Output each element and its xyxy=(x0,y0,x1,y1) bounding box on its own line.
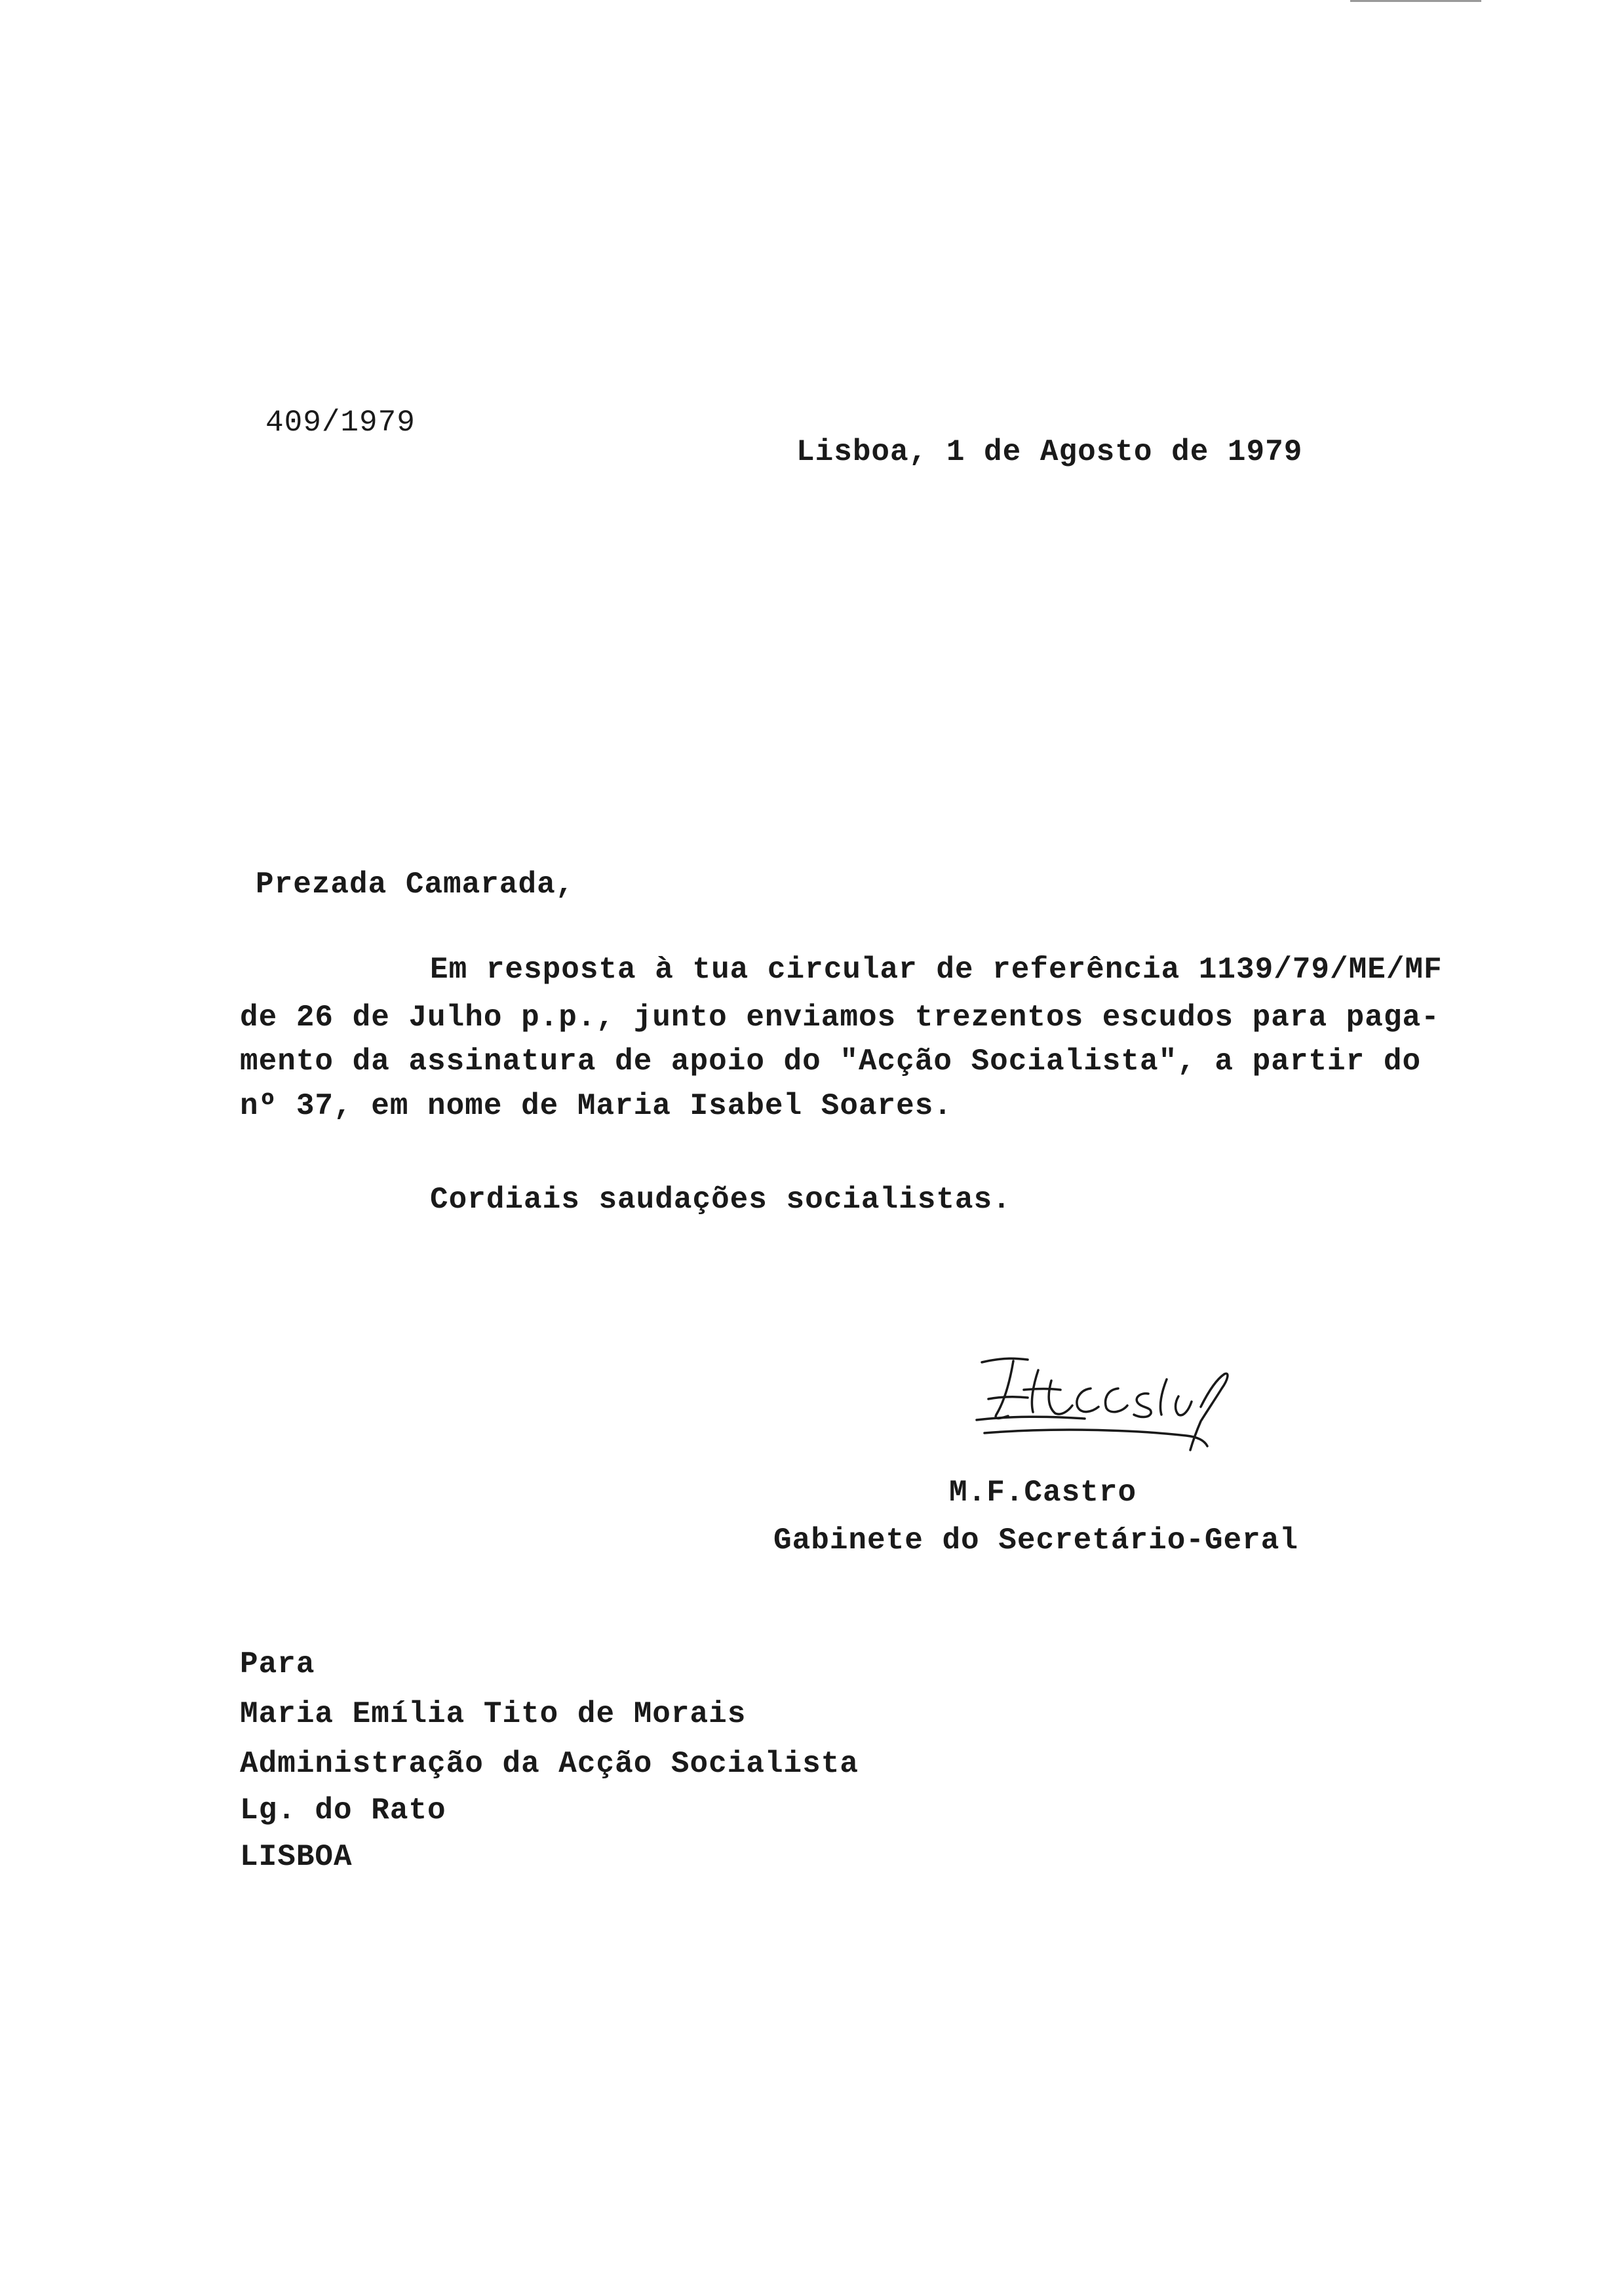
recipient-street: Lg. do Rato xyxy=(240,1793,446,1827)
recipient-name: Maria Emília Tito de Morais xyxy=(240,1697,747,1731)
body-line: nº 37, em nome de Maria Isabel Soares. xyxy=(240,1089,952,1123)
body-line: mento da assinatura de apoio do "Acção Socialista", a partir do xyxy=(240,1044,1422,1079)
recipient-city: LISBOA xyxy=(240,1840,353,1874)
signatory-name: M.F.Castro xyxy=(949,1476,1137,1510)
recipient-label: Para xyxy=(240,1647,315,1681)
handwritten-signature xyxy=(970,1333,1245,1464)
salutation: Prezada Camarada, xyxy=(256,868,575,902)
body-line: Em resposta à tua circular de referência 1139/79/ME/MF xyxy=(430,953,1443,987)
closing-line: Cordiais saudações socialistas. xyxy=(430,1183,1011,1217)
top-edge-rule xyxy=(1350,0,1481,2)
reference-number: 409/1979 xyxy=(265,406,416,440)
date-line: Lisboa, 1 de Agosto de 1979 xyxy=(796,435,1303,469)
body-line: de 26 de Julho p.p., junto enviamos trezentos escudos para paga- xyxy=(240,1001,1440,1035)
signatory-office: Gabinete do Secretário-Geral xyxy=(773,1523,1298,1558)
recipient-organization: Administração da Acção Socialista xyxy=(240,1747,859,1781)
